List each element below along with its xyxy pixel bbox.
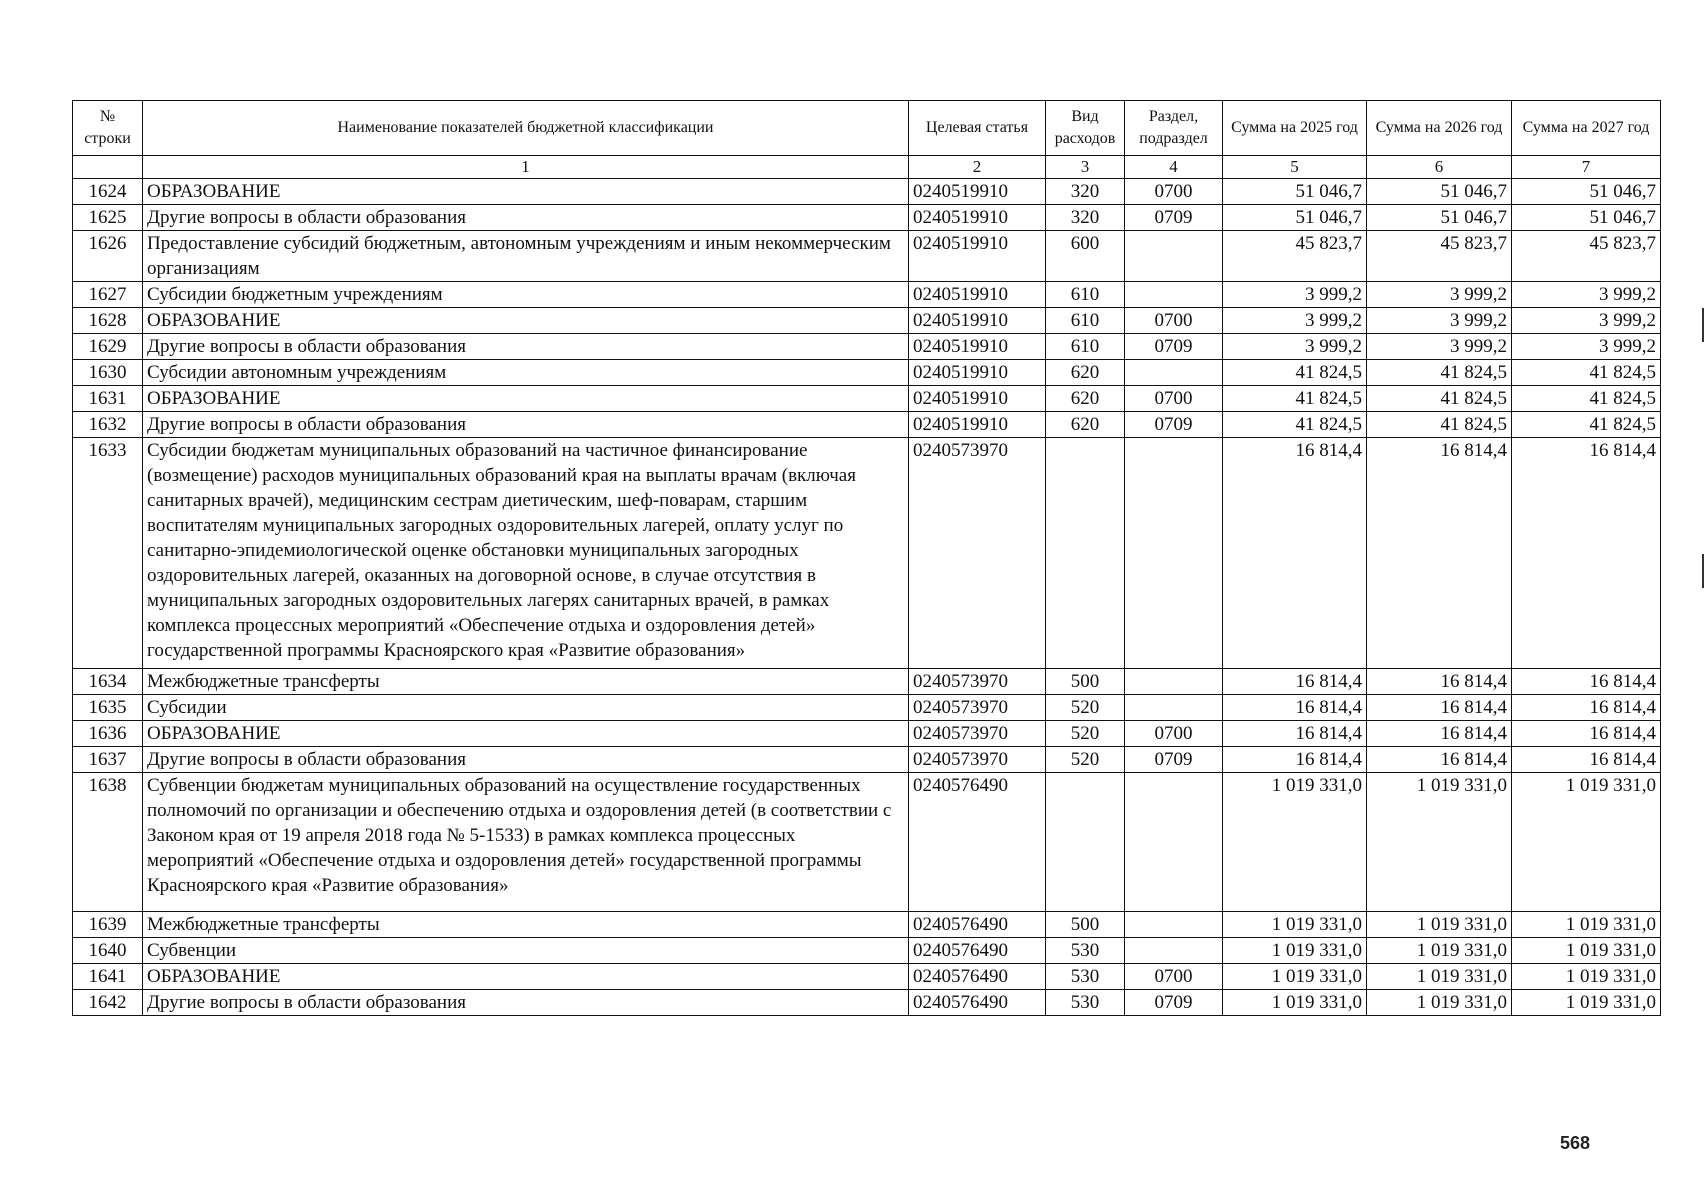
sum-2025: 16 814,4 [1223, 438, 1367, 669]
header-target-article: Целевая статья [909, 101, 1046, 156]
header-sum-2027: Сумма на 2027 год [1512, 101, 1661, 156]
expense-type: 600 [1046, 231, 1125, 282]
column-number-blank [73, 156, 143, 179]
expense-type: 500 [1046, 912, 1125, 938]
section-code [1125, 912, 1223, 938]
sum-2027: 41 824,5 [1512, 360, 1661, 386]
sum-2027: 1 019 331,0 [1512, 912, 1661, 938]
sum-2025: 45 823,7 [1223, 231, 1367, 282]
expense-type: 530 [1046, 938, 1125, 964]
sum-2026: 3 999,2 [1367, 308, 1512, 334]
sum-2025: 1 019 331,0 [1223, 990, 1367, 1016]
target-article: 0240576490 [909, 773, 1046, 912]
sum-2026: 1 019 331,0 [1367, 964, 1512, 990]
table-row [73, 360, 1661, 386]
row-number: 1636 [73, 721, 143, 747]
sum-2026: 16 814,4 [1367, 695, 1512, 721]
sum-2026: 51 046,7 [1367, 179, 1512, 205]
row-number: 1635 [73, 695, 143, 721]
row-number: 1624 [73, 179, 143, 205]
table-row [73, 412, 1661, 438]
row-number: 1631 [73, 386, 143, 412]
indicator-name: Межбюджетные трансферты [143, 912, 909, 938]
section-code: 0709 [1125, 990, 1223, 1016]
expense-type: 530 [1046, 990, 1125, 1016]
header-sum-2026: Сумма на 2026 год [1367, 101, 1512, 156]
expense-type: 530 [1046, 964, 1125, 990]
sum-2026: 3 999,2 [1367, 334, 1512, 360]
expense-type: 520 [1046, 695, 1125, 721]
indicator-name: ОБРАЗОВАНИЕ [143, 721, 909, 747]
sum-2025: 1 019 331,0 [1223, 912, 1367, 938]
target-article: 0240573970 [909, 747, 1046, 773]
target-article: 0240576490 [909, 938, 1046, 964]
sum-2027: 16 814,4 [1512, 721, 1661, 747]
indicator-name: Другие вопросы в области образования [143, 412, 909, 438]
indicator-name: Субсидии [143, 695, 909, 721]
indicator-name: Субсидии автономным учреждениям [143, 360, 909, 386]
sum-2027: 3 999,2 [1512, 282, 1661, 308]
row-number: 1633 [73, 438, 143, 669]
row-number: 1628 [73, 308, 143, 334]
sum-2027: 3 999,2 [1512, 334, 1661, 360]
sum-2027: 1 019 331,0 [1512, 964, 1661, 990]
section-code: 0700 [1125, 386, 1223, 412]
expense-type [1046, 773, 1125, 912]
sum-2026: 3 999,2 [1367, 282, 1512, 308]
sum-2027: 45 823,7 [1512, 231, 1661, 282]
expense-type: 520 [1046, 721, 1125, 747]
table-row [73, 695, 1661, 721]
row-number: 1638 [73, 773, 143, 912]
table-row [73, 179, 1661, 205]
table-row [73, 282, 1661, 308]
table-row [73, 334, 1661, 360]
sum-2026: 1 019 331,0 [1367, 990, 1512, 1016]
column-number: 6 [1367, 156, 1512, 179]
sum-2026: 51 046,7 [1367, 205, 1512, 231]
table-row [73, 386, 1661, 412]
section-code [1125, 231, 1223, 282]
indicator-name: Субвенции бюджетам муниципальных образований на осуществление государственных полномочий по организации и обеспечению отдыха и оздоровления детей (в соответствии с Законом края от 19 апреля 2018 года № 5-1533) в рамках комплекса процессных мероприятий «Обеспечение отдыха и оздоровления детей» государственной программы Красноярского края «Развитие образования» [143, 773, 909, 912]
indicator-name: Другие вопросы в области образования [143, 205, 909, 231]
row-number: 1639 [73, 912, 143, 938]
header-section: Раздел, подраздел [1125, 101, 1223, 156]
row-number: 1634 [73, 669, 143, 695]
indicator-name: Другие вопросы в области образования [143, 990, 909, 1016]
section-code [1125, 695, 1223, 721]
target-article: 0240519910 [909, 231, 1046, 282]
expense-type: 610 [1046, 282, 1125, 308]
indicator-name: Межбюджетные трансферты [143, 669, 909, 695]
sum-2026: 1 019 331,0 [1367, 938, 1512, 964]
target-article: 0240573970 [909, 721, 1046, 747]
sum-2027: 16 814,4 [1512, 695, 1661, 721]
target-article: 0240519910 [909, 334, 1046, 360]
sum-2026: 45 823,7 [1367, 231, 1512, 282]
section-code: 0709 [1125, 205, 1223, 231]
column-number: 7 [1512, 156, 1661, 179]
section-code [1125, 438, 1223, 669]
row-number: 1640 [73, 938, 143, 964]
sum-2025: 1 019 331,0 [1223, 773, 1367, 912]
indicator-name: ОБРАЗОВАНИЕ [143, 964, 909, 990]
header-indicator-name: Наименование показателей бюджетной классификации [143, 101, 909, 156]
column-number: 2 [909, 156, 1046, 179]
target-article: 0240576490 [909, 964, 1046, 990]
page-number: 568 [1560, 1133, 1591, 1153]
sum-2027: 51 046,7 [1512, 205, 1661, 231]
expense-type: 320 [1046, 179, 1125, 205]
expense-type: 500 [1046, 669, 1125, 695]
expense-type: 320 [1046, 205, 1125, 231]
sum-2027: 41 824,5 [1512, 412, 1661, 438]
sum-2026: 16 814,4 [1367, 438, 1512, 669]
sum-2025: 16 814,4 [1223, 669, 1367, 695]
table-row [73, 438, 1661, 669]
indicator-name: Субсидии бюджетам муниципальных образований на частичное финансирование (возмещение) расходов муниципальных образований края на выплаты врачам (включая санитарных врачей), медицинским сестрам диетическим, шеф-поварам, старшим воспитателям муниципальных загородных оздоровительных лагерей, оплату услуг по санитарно-эпидемиологической оценке обстановки муниципальных загородных оздоровительных лагерей, оказанных на договорной основе, в случае отсутствия в муниципальных загородных оздоровительных лагерях санитарных врачей, в рамках комплекса процессных мероприятий «Обеспечение отдыха и оздоровления детей» государственной программы Красноярского края «Развитие образования» [143, 438, 909, 669]
sum-2025: 1 019 331,0 [1223, 938, 1367, 964]
target-article: 0240519910 [909, 308, 1046, 334]
table-row [73, 773, 1661, 912]
sum-2025: 3 999,2 [1223, 334, 1367, 360]
indicator-name: Другие вопросы в области образования [143, 334, 909, 360]
sum-2027: 1 019 331,0 [1512, 990, 1661, 1016]
expense-type: 610 [1046, 334, 1125, 360]
row-number: 1626 [73, 231, 143, 282]
row-number: 1632 [73, 412, 143, 438]
expense-type: 520 [1046, 747, 1125, 773]
expense-type: 610 [1046, 308, 1125, 334]
scan-margin-mark [1702, 554, 1704, 588]
sum-2025: 1 019 331,0 [1223, 964, 1367, 990]
sum-2026: 1 019 331,0 [1367, 773, 1512, 912]
sum-2027: 16 814,4 [1512, 438, 1661, 669]
row-number: 1637 [73, 747, 143, 773]
header-row-number: № строки [73, 101, 143, 156]
sum-2027: 3 999,2 [1512, 308, 1661, 334]
sum-2027: 1 019 331,0 [1512, 773, 1661, 912]
indicator-name: ОБРАЗОВАНИЕ [143, 179, 909, 205]
section-code: 0700 [1125, 179, 1223, 205]
sum-2027: 16 814,4 [1512, 669, 1661, 695]
section-code: 0700 [1125, 308, 1223, 334]
sum-2026: 41 824,5 [1367, 360, 1512, 386]
sum-2027: 51 046,7 [1512, 179, 1661, 205]
sum-2027: 41 824,5 [1512, 386, 1661, 412]
header-sum-2025: Сумма на 2025 год [1223, 101, 1367, 156]
sum-2025: 16 814,4 [1223, 695, 1367, 721]
table-row [73, 747, 1661, 773]
scan-margin-mark [1702, 308, 1704, 342]
table-row [73, 964, 1661, 990]
indicator-name: ОБРАЗОВАНИЕ [143, 386, 909, 412]
row-number: 1625 [73, 205, 143, 231]
section-code: 0700 [1125, 964, 1223, 990]
table-row [73, 205, 1661, 231]
expense-type: 620 [1046, 386, 1125, 412]
sum-2025: 16 814,4 [1223, 747, 1367, 773]
target-article: 0240519910 [909, 386, 1046, 412]
indicator-name: ОБРАЗОВАНИЕ [143, 308, 909, 334]
target-article: 0240573970 [909, 438, 1046, 669]
target-article: 0240519910 [909, 412, 1046, 438]
target-article: 0240573970 [909, 695, 1046, 721]
header-row [73, 101, 1661, 156]
column-number: 5 [1223, 156, 1367, 179]
target-article: 0240576490 [909, 912, 1046, 938]
table-row [73, 669, 1661, 695]
sum-2025: 3 999,2 [1223, 282, 1367, 308]
target-article: 0240519910 [909, 205, 1046, 231]
sum-2025: 51 046,7 [1223, 205, 1367, 231]
target-article: 0240519910 [909, 282, 1046, 308]
section-code: 0709 [1125, 747, 1223, 773]
indicator-name: Субвенции [143, 938, 909, 964]
sum-2026: 16 814,4 [1367, 669, 1512, 695]
sum-2025: 41 824,5 [1223, 412, 1367, 438]
section-code [1125, 938, 1223, 964]
column-number: 3 [1046, 156, 1125, 179]
section-code [1125, 282, 1223, 308]
section-code [1125, 360, 1223, 386]
sum-2026: 16 814,4 [1367, 747, 1512, 773]
row-number: 1630 [73, 360, 143, 386]
sum-2025: 41 824,5 [1223, 386, 1367, 412]
header-expense-type: Вид расходов [1046, 101, 1125, 156]
indicator-name: Другие вопросы в области образования [143, 747, 909, 773]
row-number: 1629 [73, 334, 143, 360]
target-article: 0240573970 [909, 669, 1046, 695]
table-row [73, 721, 1661, 747]
table-row [73, 912, 1661, 938]
sum-2026: 41 824,5 [1367, 412, 1512, 438]
sum-2027: 16 814,4 [1512, 747, 1661, 773]
row-number: 1627 [73, 282, 143, 308]
budget-table [72, 100, 1661, 1016]
row-number: 1642 [73, 990, 143, 1016]
expense-type: 620 [1046, 412, 1125, 438]
indicator-name: Предоставление субсидий бюджетным, автономным учреждениям и иным некоммерческим организациям [143, 231, 909, 282]
section-code [1125, 669, 1223, 695]
target-article: 0240576490 [909, 990, 1046, 1016]
sum-2025: 3 999,2 [1223, 308, 1367, 334]
target-article: 0240519910 [909, 179, 1046, 205]
indicator-name: Субсидии бюджетным учреждениям [143, 282, 909, 308]
sum-2027: 1 019 331,0 [1512, 938, 1661, 964]
section-code: 0709 [1125, 412, 1223, 438]
sum-2026: 1 019 331,0 [1367, 912, 1512, 938]
table-body [73, 179, 1661, 1016]
column-number-row [73, 156, 1661, 179]
section-code: 0700 [1125, 721, 1223, 747]
table-row [73, 938, 1661, 964]
section-code: 0709 [1125, 334, 1223, 360]
column-number: 4 [1125, 156, 1223, 179]
table-row [73, 308, 1661, 334]
table-row [73, 990, 1661, 1016]
expense-type: 620 [1046, 360, 1125, 386]
sum-2025: 51 046,7 [1223, 179, 1367, 205]
section-code [1125, 773, 1223, 912]
row-number: 1641 [73, 964, 143, 990]
target-article: 0240519910 [909, 360, 1046, 386]
sum-2025: 41 824,5 [1223, 360, 1367, 386]
table-row [73, 231, 1661, 282]
column-number: 1 [143, 156, 909, 179]
expense-type [1046, 438, 1125, 669]
sum-2025: 16 814,4 [1223, 721, 1367, 747]
sum-2026: 41 824,5 [1367, 386, 1512, 412]
sum-2026: 16 814,4 [1367, 721, 1512, 747]
